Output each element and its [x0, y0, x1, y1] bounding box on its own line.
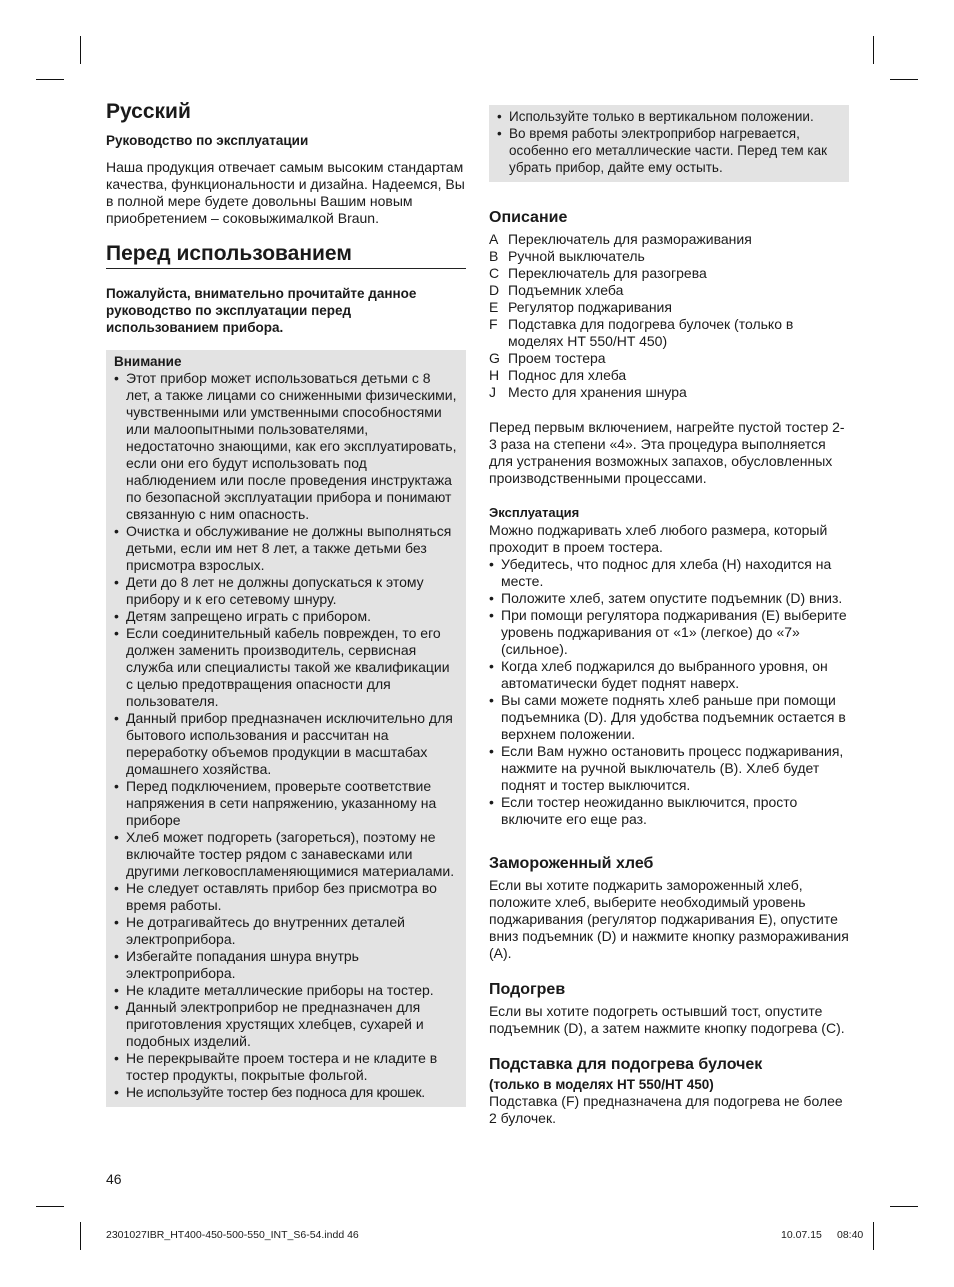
crop-mark: [36, 79, 64, 80]
list-item: • Если тостер неожиданно выключится, просто включите его еще раз.: [489, 794, 849, 828]
language-title: Русский: [106, 100, 191, 123]
description-title: Описание: [489, 209, 568, 226]
list-item: • Детям запрещено играть с прибором.: [114, 608, 458, 625]
list-item: [489, 282, 849, 299]
part-letter: J: [489, 384, 496, 400]
list-item: • Очистка и обслуживание не должны выполняться детьми, если им нет 8 лет, а также детьми без присмотра взрослых.: [114, 523, 458, 574]
list-item: • Когда хлеб поджарился до выбранного уровня, он автоматически будет поднят наверх.: [489, 658, 849, 692]
part-name: Переключатель для размораживания: [508, 231, 752, 247]
list-item: • Не дотрагивайтесь до внутренних деталей электроприбора.: [114, 914, 458, 948]
part-name: Подставка для подогрева булочек (только в моделях HT 550/HT 450): [508, 316, 794, 349]
warning-heading: Внимание: [114, 354, 182, 369]
page-number: 46: [106, 1171, 122, 1187]
list-item: [489, 248, 849, 265]
caution-list: [497, 108, 841, 176]
footer-file: 2301027IBR_HT400-450-500-550_INT_S6-54.indd 46: [106, 1229, 359, 1241]
crop-mark: [890, 79, 918, 80]
frozen-bread-title: Замороженный хлеб: [489, 855, 654, 872]
list-item: [489, 265, 849, 282]
reheat-text: Если вы хотите подогреть остывший тост, опустите подъемник (D), а затем нажмите кнопку подогрева (C).: [489, 1003, 845, 1036]
part-name: Переключатель для разогрева: [508, 265, 707, 281]
frozen-bread-text: Если вы хотите поджарить замороженный хлеб, положите хлеб, выберите необходимый уровень поджаривания (регулятор поджаривания E), опустите вниз подъемник (D) и нажмите кнопку размораживания (A).: [489, 877, 849, 961]
first-use-paragraph: Перед первым включением, нагрейте пустой тостер 2-3 раза на степени «4». Эта процедура выполняется для устранения возможных запахов, обусловленных производственными процессами.: [489, 419, 845, 486]
part-name: Подъемник хлеба: [508, 282, 624, 298]
list-item: • Дети до 8 лет не должны допускаться к этому прибору и к его сетевому шнуру.: [114, 574, 458, 608]
list-item: • Если соединительный кабель поврежден, то его должен заменить производитель, сервисная служба или специалисты такой же квалификации с целью предотвращения опасности для пользователя.: [114, 625, 458, 710]
operation-title: Эксплуатация: [489, 505, 580, 520]
list-item: [489, 316, 849, 350]
part-name: Ручной выключатель: [508, 248, 645, 264]
part-letter: F: [489, 316, 498, 332]
manual-label: Руководство по эксплуатации: [106, 133, 309, 148]
bun-rack-text: Подставка (F) предназначена для подогрева не более 2 булочек.: [489, 1093, 843, 1126]
part-letter: C: [489, 265, 500, 281]
part-letter: H: [489, 367, 500, 383]
read-notice: Пожалуйста, внимательно прочитайте данное руководство по эксплуатации перед использованием прибора.: [106, 286, 417, 335]
list-item: • Убедитесь, что поднос для хлеба (H) находится на месте.: [489, 556, 849, 590]
crop-mark: [890, 1206, 918, 1207]
part-letter: A: [489, 231, 499, 247]
warning-box: [106, 350, 466, 1107]
list-item: • Положите хлеб, затем опустите подъемник (D) вниз.: [489, 590, 849, 607]
list-item: [489, 299, 849, 316]
crop-mark: [873, 36, 874, 64]
crop-mark: [80, 1222, 81, 1250]
right-column: [489, 105, 849, 1127]
part-letter: E: [489, 299, 499, 315]
part-letter: B: [489, 248, 499, 264]
bun-rack-title: Подставка для подогрева булочек: [489, 1056, 763, 1073]
list-item: • Данный прибор предназначен исключительно для бытового использования и рассчитан на переработку объемов продукции в масштабах домашнего хозяйства.: [114, 710, 458, 778]
part-name: Место для хранения шнура: [508, 384, 687, 400]
part-letter: D: [489, 282, 500, 298]
left-column: [106, 100, 466, 1107]
operation-intro: Можно поджаривать хлеб любого размера, который проходит в проем тостера.: [489, 522, 828, 555]
operation-list: [489, 556, 849, 828]
crop-mark: [80, 36, 81, 64]
reheat-title: Подогрев: [489, 981, 566, 998]
list-item: • Во время работы электроприбор нагревается, особенно его металлические части. Перед тем как убрать прибор, дайте ему остыть.: [497, 125, 841, 176]
part-name: Проем тостера: [508, 350, 606, 366]
list-item: • Не кладите металлические приборы на тостер.: [114, 982, 458, 999]
list-item: • Этот прибор может использоваться детьми с 8 лет, а также лицами со сниженными физическими, чувственными или умственными способностями или малоопытными пользователями, недостаточно знающими, как его эксплуатировать, если они его будут использовать под наблюдением или после проведения инструктажа по безопасной эксплуатации прибора и понимают связанную с ним опасность.: [114, 370, 458, 523]
crop-mark: [873, 1222, 874, 1250]
list-item: [489, 350, 849, 367]
list-item: • Вы сами можете поднять хлеб раньше при помощи подъемника (D). Для удобства подъемник остается в верхнем положении.: [489, 692, 849, 743]
list-item: • Перед подключением, проверьте соответствие напряжения в сети напряжению, указанному на приборе: [114, 778, 458, 829]
list-item: [489, 367, 849, 384]
parts-list: [489, 231, 849, 401]
list-item: • Не перекрывайте проем тостера и не кладите в тостер продукты, покрытые фольгой.: [114, 1050, 458, 1084]
part-name: Поднос для хлеба: [508, 367, 627, 383]
list-item: • Хлеб может подгореть (загореться), поэтому не включайте тостер рядом с занавесками или другими легковоспламеняющимися материалами.: [114, 829, 458, 880]
bun-rack-subtitle: (только в моделях HT 550/HT 450): [489, 1077, 714, 1092]
caution-box: [489, 105, 849, 182]
list-item: [489, 384, 849, 401]
warning-list: [114, 370, 458, 1101]
list-item: • Данный электроприбор не предназначен для приготовления хрустящих хлебцев, сухарей и подобных изделий.: [114, 999, 458, 1050]
before-use-title: Перед использованием: [106, 241, 466, 269]
list-item: • Если Вам нужно остановить процесс поджаривания, нажмите на ручной выключатель (B). Хлеб будет поднят и тостер выключится.: [489, 743, 849, 794]
list-item: • Используйте только в вертикальном положении.: [497, 108, 841, 125]
list-item: • Не используйте тостер без подноса для крошек.: [114, 1084, 458, 1101]
list-item: • Не следует оставлять прибор без присмотра во время работы.: [114, 880, 458, 914]
crop-mark: [36, 1206, 64, 1207]
list-item: • Избегайте попадания шнура внутрь электроприбора.: [114, 948, 458, 982]
part-letter: G: [489, 350, 500, 366]
part-name: Регулятор поджаривания: [508, 299, 672, 315]
list-item: [489, 231, 849, 248]
footer-date: 10.07.15: [781, 1229, 822, 1241]
list-item: • При помощи регулятора поджаривания (E) выберите уровень поджаривания от «1» (легкое) до «7» (сильное).: [489, 607, 849, 658]
footer-time: 08:40: [837, 1229, 864, 1241]
intro-paragraph: Наша продукция отвечает самым высоким стандартам качества, функциональности и дизайна. Надеемся, Вы в полной мере будете довольны Вашим новым приобретением – соковыжималкой Braun.: [106, 159, 465, 226]
